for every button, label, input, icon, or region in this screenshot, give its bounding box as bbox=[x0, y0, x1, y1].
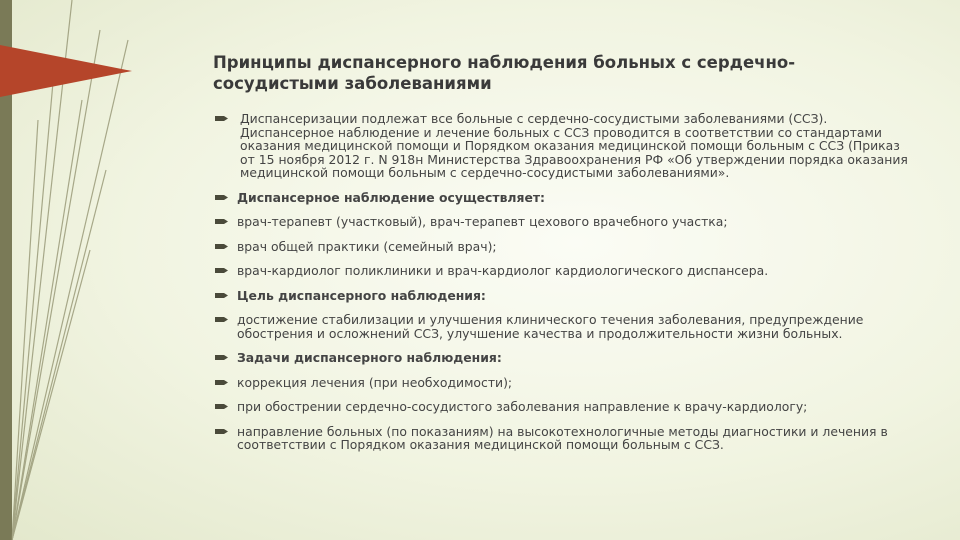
pencil-icon bbox=[215, 314, 228, 325]
list-item bbox=[215, 351, 915, 365]
list-item bbox=[215, 191, 915, 205]
list-item bbox=[215, 400, 915, 414]
bullet-text: коррекция лечения (при необходимости); bbox=[237, 374, 513, 390]
pencil-icon bbox=[215, 241, 228, 252]
pencil-icon bbox=[215, 290, 228, 301]
pencil-icon bbox=[215, 192, 228, 203]
pencil-icon bbox=[215, 377, 228, 388]
bullet-text: врач общей практики (семейный врач); bbox=[237, 238, 497, 254]
list-item bbox=[215, 425, 915, 452]
list-item bbox=[215, 215, 915, 229]
bullet-text: Цель диспансерного наблюдения: bbox=[237, 287, 486, 303]
pencil-icon bbox=[215, 426, 228, 437]
title-accent-arrow bbox=[0, 45, 132, 97]
pencil-icon bbox=[215, 113, 228, 124]
list-item bbox=[215, 240, 915, 254]
bullet-text: Диспансерное наблюдение осуществляет: bbox=[237, 189, 545, 205]
list-item bbox=[215, 313, 915, 340]
bullet-text: врач-кардиолог поликлиники и врач-кардиолог кардиологического диспансера. bbox=[237, 263, 769, 278]
slide-title: Принципы диспансерного наблюдения больных с сердечно-сосудистыми заболеваниями bbox=[213, 53, 796, 94]
bullet-text: при обострении сердечно-сосудистого заболевания направление к врачу-кардиологу; bbox=[237, 399, 808, 414]
list-item bbox=[215, 289, 915, 303]
bullet-text: Задачи диспансерного наблюдения: bbox=[237, 350, 502, 365]
bullet-list bbox=[215, 112, 915, 463]
list-item bbox=[215, 112, 915, 180]
pencil-icon bbox=[215, 216, 228, 227]
bullet-text: достижение стабилизации и улучшения клинического течения заболевания, предупреждение обострения и осложнений ССЗ, улучшение качества и продолжительности жизни больных. bbox=[237, 312, 864, 341]
list-item bbox=[215, 376, 915, 390]
bullet-text: Диспансеризации подлежат все больные с сердечно-сосудистыми заболеваниями (ССЗ). Диспансерное наблюдение и лечение больных с ССЗ проводится в соответствии со стандартами оказания медицинской помощи и Порядком оказания медицинской помощи больным с ССЗ (Приказ от 15 ноября 2012 г. N 918н Министерства Здравоохранения РФ «Об утверждении порядка оказания медицинской помощи больным с сердечно-сосудистыми заболеваниями». bbox=[240, 111, 908, 180]
pencil-icon bbox=[215, 401, 228, 412]
bullet-text: направление больных (по показаниям) на высокотехнологичные методы диагностики и лечения в соответствии с Порядком оказания медицинской помощи больным с ССЗ. bbox=[237, 423, 888, 452]
list-item bbox=[215, 264, 915, 278]
bullet-text: врач-терапевт (участковый), врач-терапевт цехового врачебного участка; bbox=[237, 214, 728, 229]
pencil-icon bbox=[215, 265, 228, 276]
pencil-icon bbox=[215, 352, 228, 363]
